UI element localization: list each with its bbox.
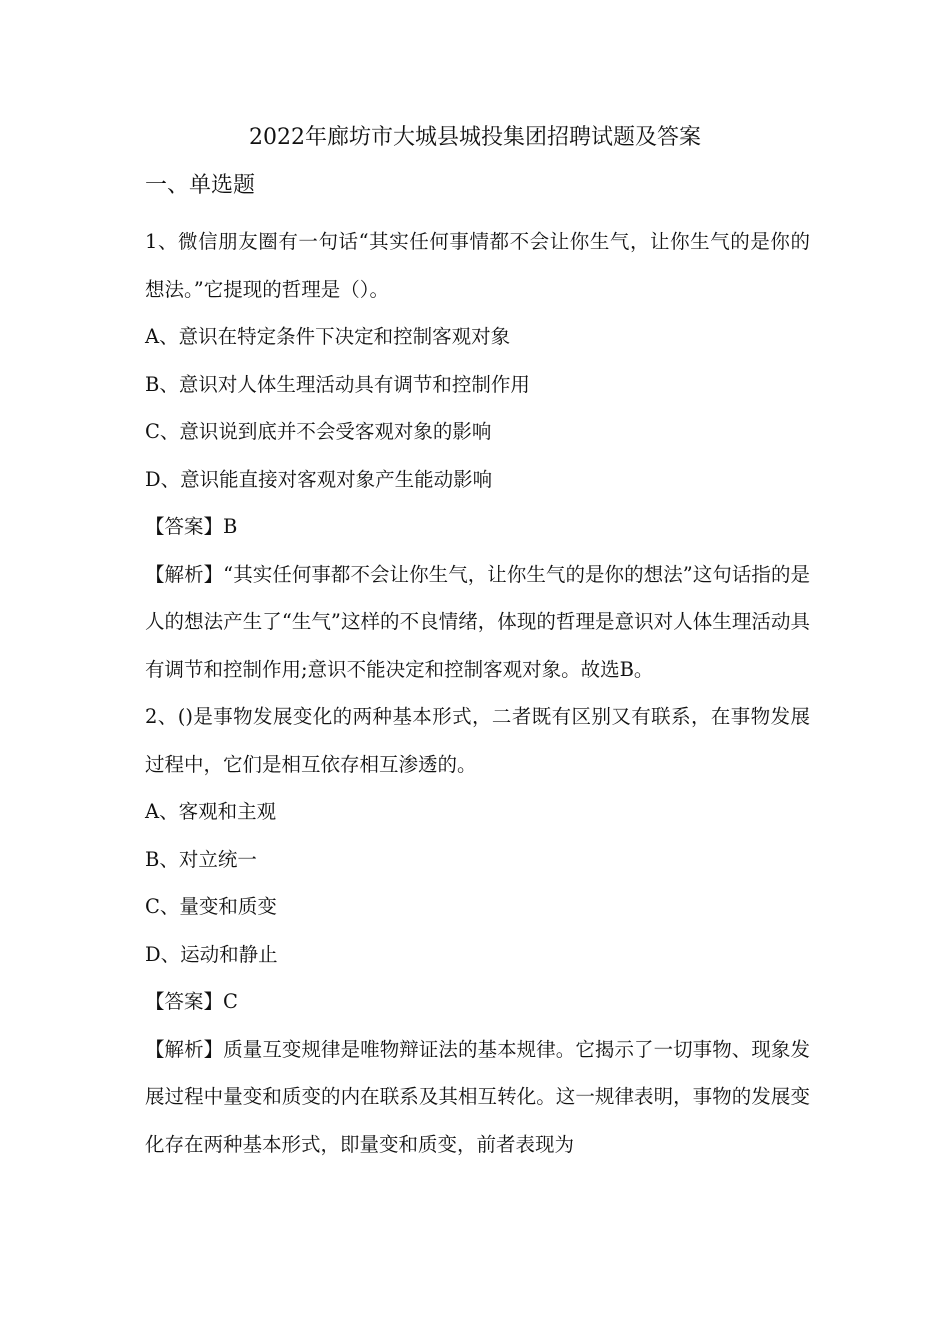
question-answer: 【答案】B bbox=[145, 515, 238, 538]
question-option-a: A、意识在特定条件下决定和控制客观对象 bbox=[145, 325, 511, 348]
section-heading: 一、单选题 bbox=[145, 173, 256, 198]
question-list bbox=[145, 218, 810, 1168]
question-option-d: D、运动和静止 bbox=[145, 942, 278, 966]
question-option-c: C、量变和质变 bbox=[145, 895, 277, 918]
question-2 bbox=[145, 693, 810, 1168]
question-option-a: A、客观和主观 bbox=[145, 800, 277, 823]
document-title: 2022年廊坊市大城县城投集团招聘试题及答案 bbox=[249, 125, 701, 150]
question-1 bbox=[145, 218, 810, 693]
question-analysis: 【解析】质量互变规律是唯物辩证法的基本规律。它揭示了一切事物、现象发展过程中量变和质变的内在联系及其相互转化。这一规律表明，事物的发展变化存在两种基本形式，即量变和质变，前者表现为 bbox=[145, 1037, 810, 1156]
question-stem: 2、()是事物发展变化的两种基本形式，二者既有区别又有联系，在事物发展过程中，它们是相互依存相互渗透的。 bbox=[145, 705, 810, 776]
question-option-b: B、对立统一 bbox=[145, 847, 257, 871]
question-answer: 【答案】C bbox=[145, 990, 238, 1013]
question-option-d: D、意识能直接对客观对象产生能动影响 bbox=[145, 467, 493, 491]
question-stem: 1、微信朋友圈有一句话“其实任何事情都不会让你生气，让你生气的是你的想法。”它提现的哲理是（）。 bbox=[145, 230, 810, 301]
question-analysis: 【解析】“其实任何事都不会让你生气，让你生气的是你的想法”这句话指的是人的想法产生了“生气”这样的不良情绪，体现的哲理是意识对人体生理活动具有调节和控制作用;意识不能决定和控制客观对象。故选B。 bbox=[145, 562, 810, 681]
question-option-b: B、意识对人体生理活动具有调节和控制作用 bbox=[145, 372, 530, 396]
question-option-c: C、意识说到底并不会受客观对象的影响 bbox=[145, 420, 492, 443]
